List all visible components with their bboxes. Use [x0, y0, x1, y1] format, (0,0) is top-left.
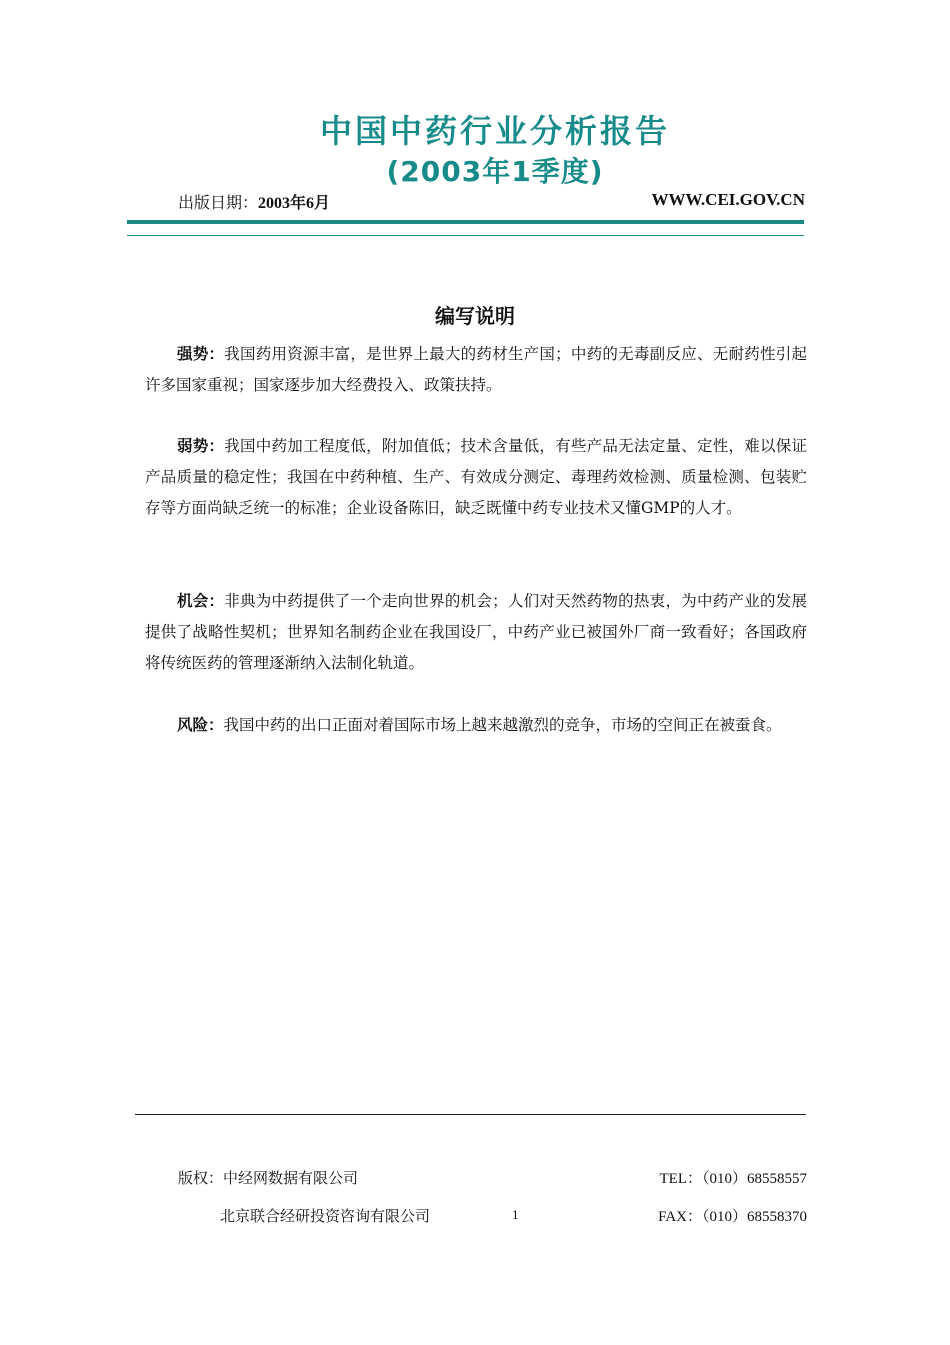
- report-title: 中国中药行业分析报告: [319, 112, 670, 150]
- page-number: 1: [512, 1207, 519, 1222]
- paragraph-label: 机会：: [177, 592, 225, 610]
- footer-copyright: 版权：中经网数据有限公司: [178, 1169, 359, 1187]
- paragraph-label: 弱势：: [177, 437, 225, 455]
- paragraph-text: 非典为中药提供了一个走向世界的机会；人们对天然药物的热衷，为中药产业的发展提供了战略性契机；世界知名制药企业在我国设厂，中药产业已被国外厂商一致看好；各国政府将传统医药的管理逐渐纳入法制化轨道。: [145, 592, 807, 672]
- report-subtitle: (2003年1季度): [386, 155, 604, 188]
- footer-tel: TEL：（010）68558557: [659, 1171, 807, 1187]
- paragraph-risks: [145, 710, 807, 741]
- website-link[interactable]: WWW.CEI.GOV.CN: [651, 190, 805, 209]
- footer-rule: [135, 1114, 806, 1115]
- header-rule-thick: [127, 220, 804, 224]
- footer-company: 北京联合经研投资咨询有限公司: [220, 1207, 431, 1225]
- paragraph-strengths: [145, 339, 807, 401]
- paragraph-text: 我国药用资源丰富，是世界上最大的药材生产国；中药的无毒副反应、无耐药性引起许多国家重视；国家逐步加大经费投入、政策扶持。: [145, 345, 807, 394]
- publication-date-label: 出版日期：: [178, 193, 259, 212]
- paragraph-weaknesses: [145, 431, 807, 524]
- header-rule-thin: [127, 235, 804, 236]
- publication-date-value: 2003年6月: [258, 195, 331, 212]
- paragraph-label: 强势：: [177, 345, 225, 363]
- publication-date: [178, 190, 330, 213]
- section-heading: 编写说明: [435, 304, 515, 328]
- paragraph-text: 我国中药加工程度低，附加值低；技术含量低，有些产品无法定量、定性，难以保证产品质量的稳定性；我国在中药种植、生产、有效成分测定、毒理药效检测、质量检测、包装贮存等方面尚缺乏统一的标准；企业设备陈旧，缺乏既懂中药专业技术又懂GMP的人才。: [145, 437, 807, 517]
- paragraph-label: 风险：: [177, 716, 224, 734]
- footer-fax: FAX：（010）68558370: [658, 1209, 807, 1225]
- paragraph-text: 我国中药的出口正面对着国际市场上越来越激烈的竞争，市场的空间正在被蚕食。: [223, 716, 782, 734]
- paragraph-opportunities: [145, 586, 807, 679]
